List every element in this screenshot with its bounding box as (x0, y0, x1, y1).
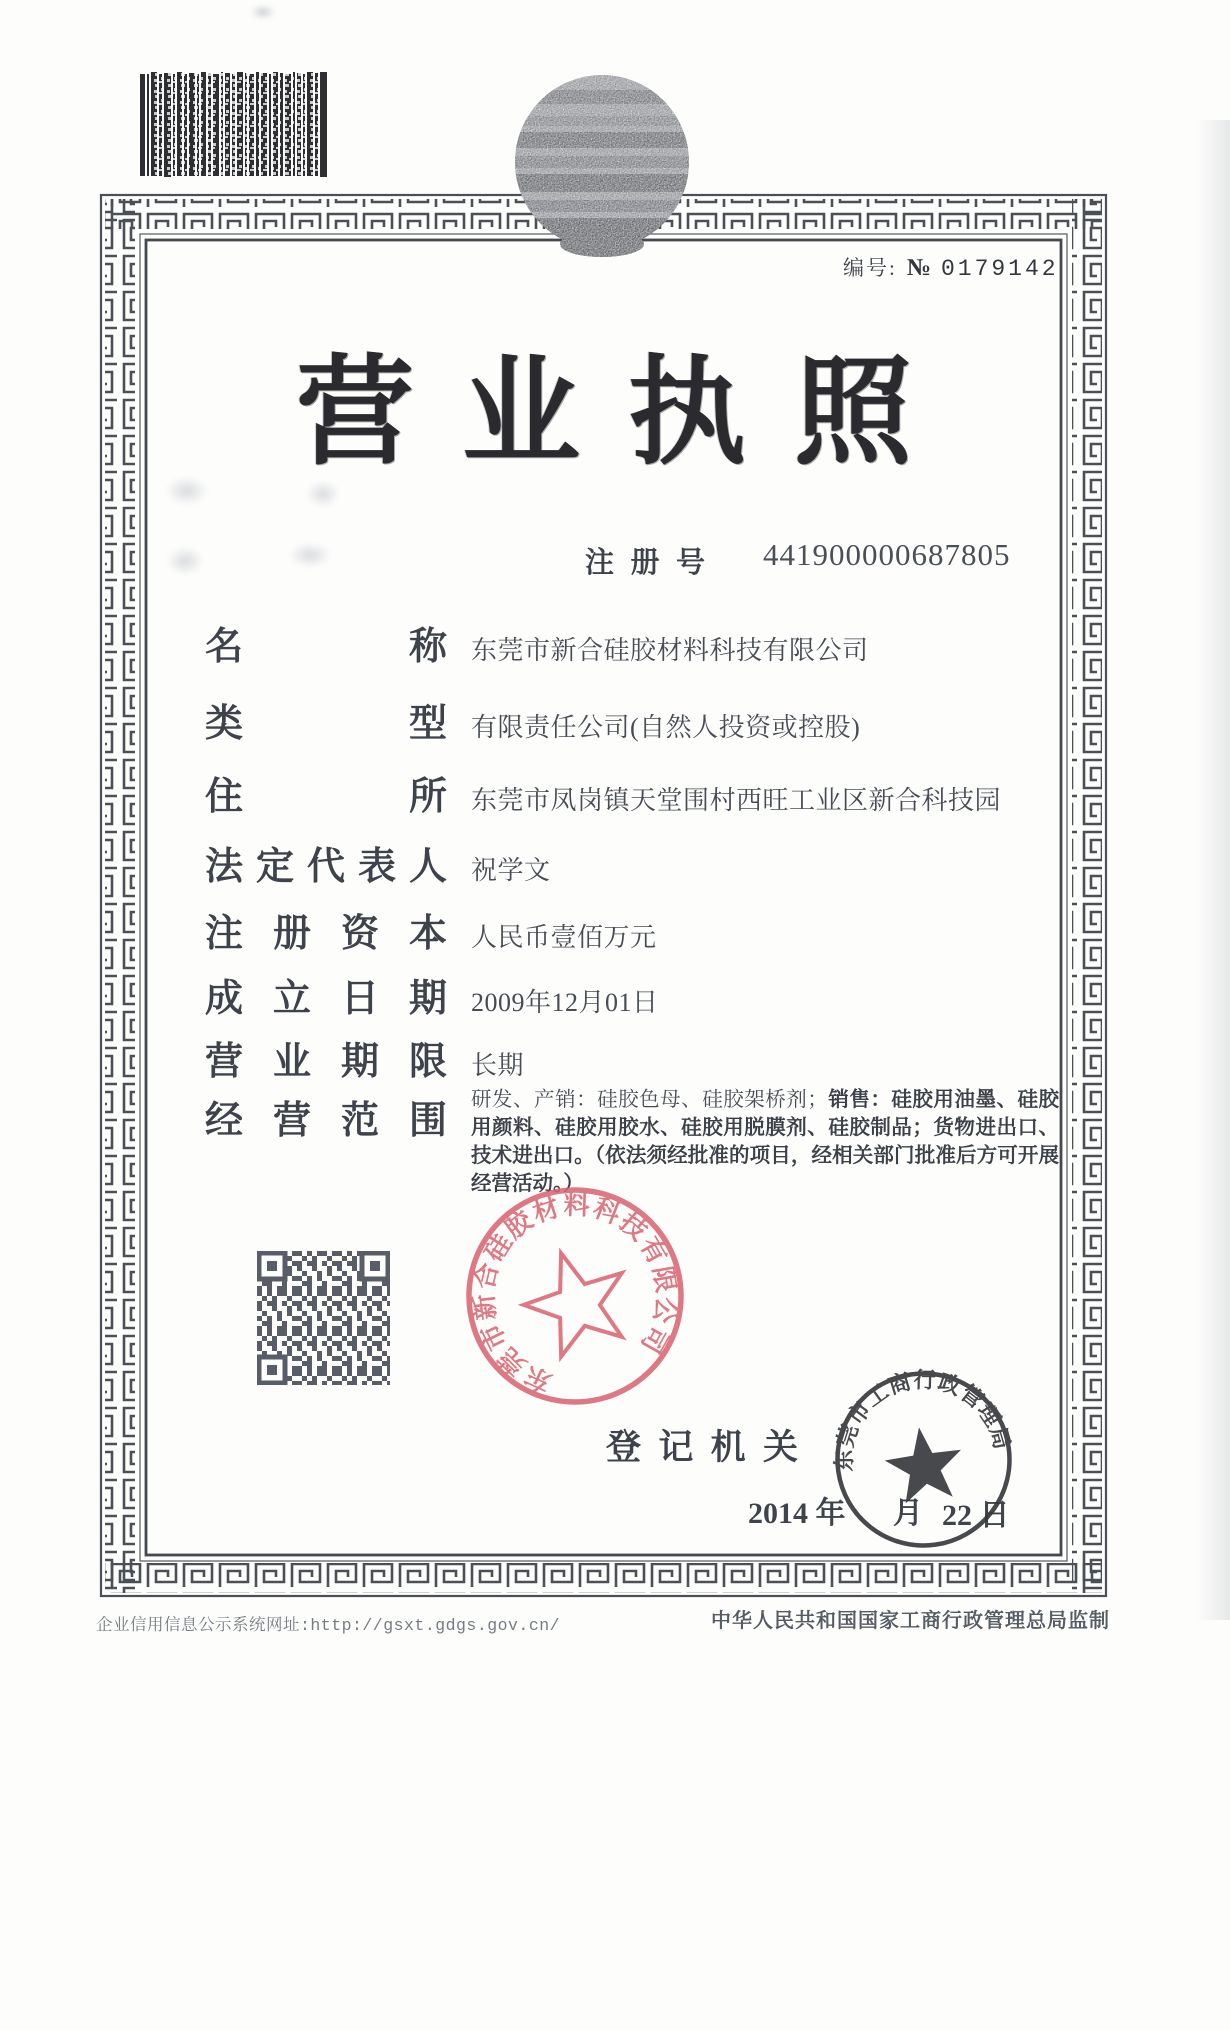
authority-stamp-text: 东莞市工商行政管理局 (831, 1367, 1016, 1472)
numero-mark: № (906, 255, 931, 281)
field-label: 住 所 (205, 776, 447, 818)
company-seal (460, 1181, 690, 1411)
field-row-type (205, 703, 860, 747)
field-row-legal-representative (205, 846, 551, 890)
company-seal-text: 东莞市新合硅胶材料科技有限公司 (469, 1190, 681, 1398)
field-value: 东莞市凤岗镇天堂围村西旺工业区新合科技园 (471, 786, 1002, 815)
field-label: 营 业 期 限 (205, 1041, 447, 1083)
field-value: 祝学文 (471, 856, 551, 885)
field-label: 法 定 代 表 人 (205, 846, 447, 888)
field-value: 长期 (471, 1051, 525, 1080)
serial-number-line (843, 252, 1059, 282)
footer-issuing-authority: 中华人民共和国国家工商行政管理总局监制 (711, 1610, 1110, 1632)
registration-number-value: 441900000687805 (763, 537, 1011, 572)
scan-edge-shadow (1196, 120, 1230, 1620)
scope-text-normal: 研发、产销：硅胶色母、硅胶架桥剂； (471, 1089, 828, 1111)
svg-text:东莞市新合硅胶材料科技有限公司 (460, 1181, 690, 1411)
scan-smudge (250, 4, 276, 20)
scan-smudge (288, 542, 332, 568)
scan-smudge (306, 480, 340, 508)
serial-label: 编号: (843, 256, 897, 280)
license-title: 营 业 执 照 (296, 343, 912, 481)
field-label: 名 称 (205, 626, 447, 668)
field-label: 经 营 范 围 (205, 1100, 447, 1142)
field-value: 人民币壹佰万元 (471, 923, 657, 952)
field-row-address (205, 776, 1001, 820)
issue-date-year: 2014 年 (748, 1497, 846, 1530)
serial-digits: 0179142 (940, 256, 1059, 282)
scan-smudge (166, 546, 204, 576)
issue-date-day: 22 日 (942, 1499, 1010, 1532)
national-emblem (498, 72, 708, 258)
field-row-establish-date (205, 978, 659, 1022)
footer-public-system-url: 企业信用信息公示系统网址:http://gsxt.gdgs.gov.cn/ (96, 1616, 561, 1635)
qr-code (257, 1251, 390, 1385)
field-value: 2009年12月01日 (471, 988, 659, 1017)
scope-text-bold: 销售：硅胶用油墨、硅胶用颜料、硅胶用胶水、硅胶用脱膜剂、硅胶制品；货物进出口、技术进出口。（依法须经批准的项目，经相关部门批准后方可开展经营活动。） (471, 1089, 1060, 1195)
registrar-label: 登 记 机 关 (606, 1428, 798, 1467)
barcode (140, 72, 330, 178)
issue-date-month: 月 (893, 1497, 923, 1530)
field-row-registered-capital (205, 913, 657, 957)
field-label: 成 立 日 期 (205, 978, 447, 1020)
field-row-business-term (205, 1041, 524, 1085)
field-value: 东莞市新合硅胶材料科技有限公司 (471, 636, 869, 665)
field-row-name (205, 626, 869, 670)
authority-stamp (831, 1367, 1016, 1552)
scan-smudge (165, 476, 209, 506)
registration-number-label: 注 册 号 (585, 547, 705, 579)
field-label: 类 型 (205, 703, 447, 745)
field-label: 注 册 资 本 (205, 913, 447, 955)
field-value: 有限责任公司(自然人投资或控股) (471, 713, 861, 742)
